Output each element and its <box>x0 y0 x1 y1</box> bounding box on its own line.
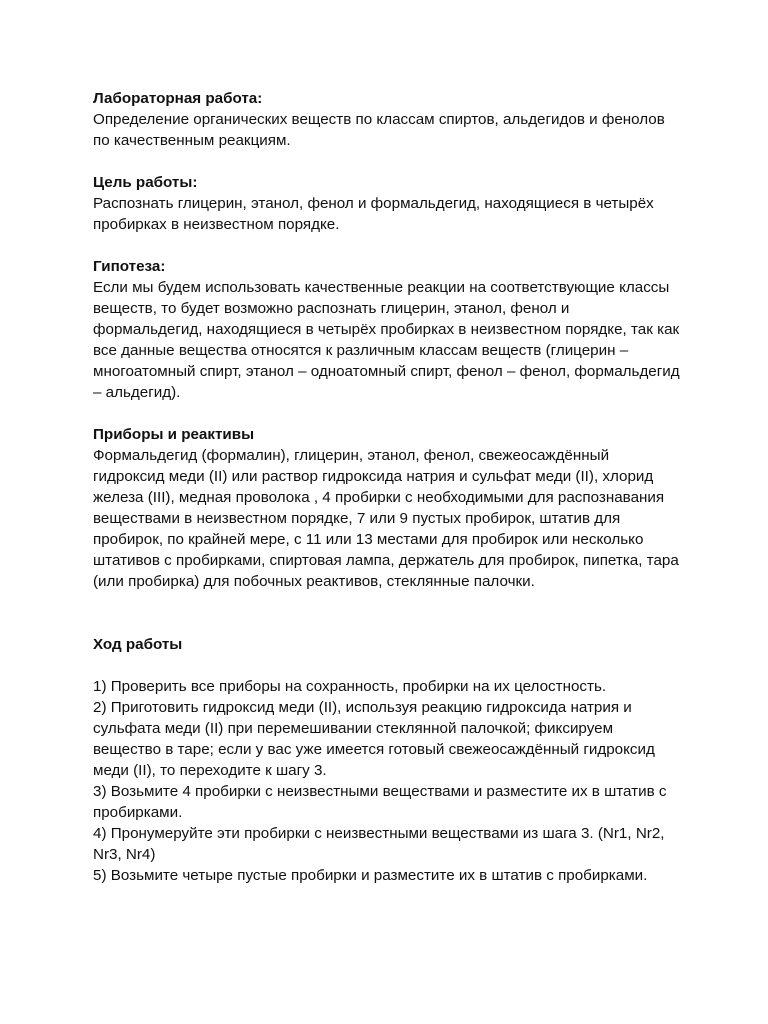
document-page <box>93 88 683 907</box>
title-section <box>93 88 683 151</box>
procedure-step: 2) Приготовить гидроксид меди (II), используя реакцию гидроксида натрия и сульфата меди (II) при перемешивании стеклянной палочкой; фиксируем вещество в таре; если у вас уже имеется готовый свежеосаждённый гидроксид меди (II), то переходите к шагу 3. <box>93 699 655 779</box>
title-heading: Лабораторная работа: <box>93 90 263 107</box>
procedure-step: 3) Возьмите 4 пробирки с неизвестными веществами и разместите их в штатив с пробирками. <box>93 783 667 821</box>
procedure-heading-section <box>93 634 683 655</box>
procedure-steps <box>93 676 683 886</box>
procedure-step: 4) Пронумеруйте эти пробирки с неизвестными веществами из шага 3. (Nr1, Nr2, Nr3, Nr4) <box>93 825 665 863</box>
title-text: Определение органических веществ по классам спиртов, альдегидов и фенолов по качественным реакциям. <box>93 111 665 149</box>
equipment-heading: Приборы и реактивы <box>93 426 255 443</box>
goal-heading: Цель работы: <box>93 174 198 191</box>
hypothesis-section <box>93 256 683 403</box>
procedure-step: 1) Проверить все приборы на сохранность, пробирки на их целостность. <box>93 678 607 695</box>
goal-text: Распознать глицерин, этанол, фенол и формальдегид, находящиеся в четырёх пробирках в неизвестном порядке. <box>93 195 654 233</box>
equipment-section <box>93 424 683 592</box>
hypothesis-text: Если мы будем использовать качественные реакции на соответствующие классы веществ, то будет возможно распознать глицерин, этанол, фенол и формальдегид, находящиеся в четырёх пробирках в неизвестном порядке, так как все данные вещества относятся к различным классам веществ (глицерин – многоатомный спирт, этанол – одноатомный спирт, фенол – фенол, формальдегид – альдегид). <box>93 279 680 401</box>
equipment-text: Формальдегид (формалин), глицерин, этанол, фенол, свежеосаждённый гидроксид меди (II) или раствор гидроксида натрия и сульфат меди (II), хлорид железа (III), медная проволока , 4 пробирки с необходимыми для распознавания веществами в неизвестном порядке, 7 или 9 пустых пробирок, штатив для пробирок, по крайней мере, с 11 или 13 местами для пробирок или несколько штативов с пробирками, спиртовая лампа, держатель для пробирок, пипетка, тара (или пробирка) для побочных реактивов, стеклянные палочки. <box>93 447 679 590</box>
procedure-step: 5) Возьмите четыре пустые пробирки и разместите их в штатив с пробирками. <box>93 867 648 884</box>
hypothesis-heading: Гипотеза: <box>93 258 166 275</box>
procedure-heading: Ход работы <box>93 636 183 653</box>
goal-section <box>93 172 683 235</box>
